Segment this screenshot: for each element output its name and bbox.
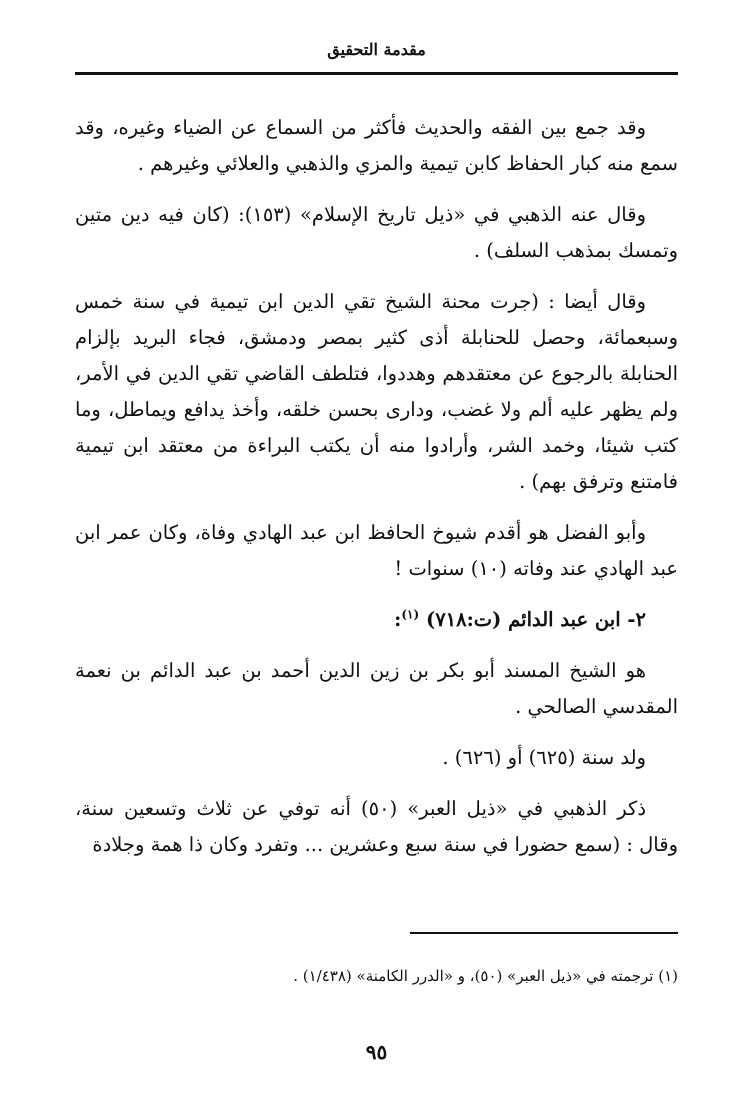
paragraph-5: هو الشيخ المسند أبو بكر بن زين الدين أحمد بن عبد الدائم بن نعمة المقدسي الصالحي . [75, 659, 678, 718]
footnote-reference: (١) [401, 607, 420, 622]
page-number: ٩٥ [365, 1040, 388, 1064]
paragraph-7: ذكر الذهبي في «ذيل العبر» (٥٠) أنه توفي عن ثلاث وتسعين سنة، وقال : (سمع حضورا في سنة سبع وعشرين ... وتفرد وكان ذا همة وجلادة [75, 797, 678, 856]
section-heading [75, 602, 678, 638]
paragraph-1: وقد جمع بين الفقه والحديث فأكثر من السماع عن الضياء وغيره، وقد سمع منه كبار الحفاظ كابن تيمية والمزي والذهبي والعلائي وغيرهم . [75, 116, 678, 175]
paragraph-2: وقال عنه الذهبي في «ذيل تاريخ الإسلام» (١٥٣): (كان فيه دين متين وتمسك بمذهب السلف) . [75, 203, 678, 262]
footnote-divider [410, 932, 678, 934]
section-heading-text: ٢- ابن عبد الدائم (ت:٧١٨) [425, 608, 646, 631]
paragraph-3: وقال أيضا : (جرت محنة الشيخ تقي الدين ابن تيمية في سنة خمس وسبعمائة، وحصل للحنابلة أذى كثير بمصر ودمشق، فجاء البريد بإلزام الحنابلة بالرجوع عن معتقدهم وهددوا، فتلطف القاضي تقي الدين في الأمر، ولم يظهر عليه ألم ولا غضب، ودارى بحسن خلقه، وأخذ يدافع ويماطل، وما كتب شيئا، وخمد الشر، وأرادوا منه أن يكتب البراءة من معتقد ابن تيمية فامتنع وترفق بهم) . [75, 290, 678, 493]
footnote: (١) ترجمته في «ذيل العبر» (٥٠)، و «الدرر الكامنة» (١/٤٣٨) . [293, 967, 678, 985]
paragraph-4: وأبو الفضل هو أقدم شيوخ الحافظ ابن عبد الهادي وفاة، وكان عمر ابن عبد الهادي عند وفاته (١٠) سنوات ! [75, 521, 678, 580]
main-text [75, 110, 678, 878]
header-divider [75, 72, 678, 75]
paragraph-6: ولد سنة (٦٢٥) أو (٦٢٦) . [442, 746, 646, 769]
section-heading-suffix: : [394, 608, 402, 631]
page-header-title: مقدمة التحقيق [327, 40, 426, 59]
